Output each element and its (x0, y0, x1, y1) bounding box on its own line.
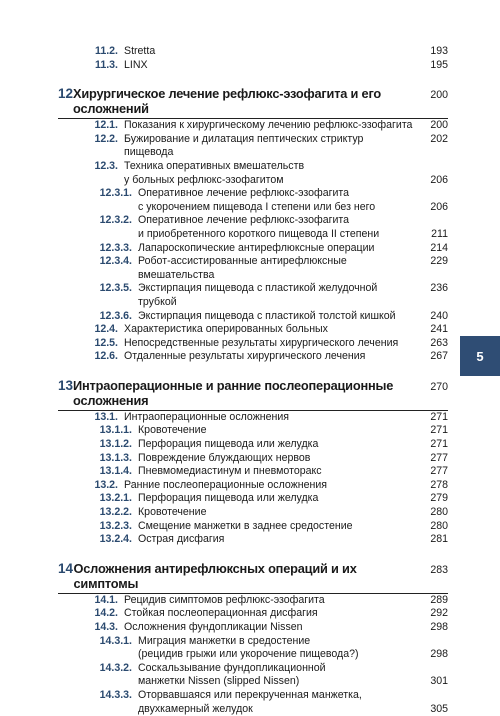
toc-page-number: 277 (430, 451, 448, 464)
toc-entry-title (124, 323, 414, 337)
toc-subsection-entry[interactable] (58, 492, 448, 506)
toc-entry-title-line: Экстирпация пищевода с пластикой толстой кишкой (138, 309, 396, 322)
toc-section-entry[interactable] (58, 479, 448, 493)
toc-entry-title (138, 187, 414, 214)
toc-entry-title (124, 350, 414, 364)
toc-entry-number: 14.3.3. (99, 688, 132, 701)
toc-page-number: 214 (430, 241, 448, 254)
toc-section-entry[interactable] (58, 350, 448, 364)
toc-section-entry[interactable] (58, 621, 448, 635)
toc-entry-title (124, 621, 414, 635)
toc-entry-title-line: манжетки Nissen (slipped Nissen) (138, 675, 300, 688)
toc-entry-number: 13.1.2. (99, 438, 132, 451)
toc-entry-number: 12.3.5. (99, 282, 132, 295)
toc-subsection-entry[interactable] (58, 506, 448, 520)
toc-entry-title (138, 689, 414, 716)
toc-entry-number: 13.1.3. (99, 451, 132, 464)
toc-entry-title-line: Кровотечение (138, 424, 207, 437)
toc-entry-number: 11.2. (95, 45, 118, 57)
toc-subsection-entry[interactable] (58, 214, 448, 241)
toc-entry-title (138, 214, 414, 241)
toc-page-number: 271 (430, 438, 448, 451)
toc-page-number: 236 (430, 282, 448, 295)
toc-entry-title (124, 594, 414, 608)
toc-entry-title-line: Перфорация пищевода или желудка (138, 438, 319, 451)
toc-subsection-entry[interactable] (58, 689, 448, 716)
toc-entry-title (138, 506, 414, 520)
toc-entry-number: 13 (58, 377, 74, 393)
toc-entry-number: 12.3.1. (99, 187, 132, 200)
toc-page-number: 202 (430, 132, 448, 145)
table-of-contents (58, 45, 448, 716)
toc-entry-title (124, 607, 414, 621)
toc-entry-title-line: Ранние послеоперационные осложнения (124, 478, 327, 491)
toc-entry-number: 14.3. (94, 621, 118, 633)
toc-entry-title (138, 424, 414, 438)
toc-page-number: 298 (430, 621, 448, 633)
toc-entry-number: 13.2. (94, 478, 118, 491)
toc-entry-title (138, 438, 414, 452)
toc-entry-title (124, 59, 414, 73)
toc-page-number: 271 (430, 424, 448, 437)
toc-entry-number: 14.2. (94, 607, 118, 620)
toc-entry-number: 14.3.1. (99, 634, 132, 647)
toc-subsection-entry[interactable] (58, 310, 448, 324)
toc-section-entry[interactable] (58, 607, 448, 621)
toc-entry-title-line: Осложнения антирефлюксных операций и их симптомы (73, 560, 357, 591)
toc-entry-title (138, 310, 414, 324)
toc-section-entry[interactable] (58, 119, 448, 133)
toc-entry-title-line: Повреждение блуждающих нервов (138, 451, 311, 464)
toc-entry-title (124, 160, 414, 187)
toc-entry-number: 14.3.2. (99, 661, 132, 674)
toc-page-number: 278 (430, 478, 448, 491)
toc-entry-number: 12.1. (94, 119, 118, 132)
toc-page-number: 195 (430, 58, 448, 71)
toc-entry-number: 12 (58, 86, 74, 102)
toc-entry-title-line: Стойкая послеоперационная дисфагия (124, 607, 318, 620)
toc-entry-number: 12.6. (94, 350, 118, 363)
toc-entry-number: 12.3.3. (99, 241, 132, 254)
toc-entry-number: 13.1. (94, 410, 118, 423)
toc-entry-number: 13.1.4. (99, 465, 132, 478)
section-gap (58, 72, 448, 86)
toc-entry-title-line: (рецидив грыжи или укорочение пищевода?) (138, 648, 359, 661)
toc-subsection-entry[interactable] (58, 242, 448, 256)
toc-entry-title-line: Показания к хирургическому лечению рефлюкс-эзофагита (124, 119, 413, 132)
toc-entry-number: 11.3. (95, 58, 118, 71)
toc-chapter-heading[interactable] (58, 86, 448, 119)
toc-page-number: 263 (430, 336, 448, 349)
toc-entry-number: 12.4. (94, 323, 118, 336)
toc-entry-title-line: Перфорация пищевода или желудка (138, 492, 319, 505)
toc-entry-title (138, 635, 414, 662)
toc-entry-title (138, 533, 414, 547)
toc-entry-title (138, 242, 414, 256)
toc-entry-title-line: Смещение манжетки в заднее средостение (138, 519, 353, 532)
toc-page-number: 240 (430, 309, 448, 322)
toc-entry-title-line: Лапароскопические антирефлюксные операции (138, 241, 375, 254)
toc-subsection-entry[interactable] (58, 424, 448, 438)
toc-page-number: 271 (430, 410, 448, 423)
toc-entry-number: 12.3.2. (99, 214, 132, 227)
toc-page-number: 283 (430, 563, 448, 576)
chapter-section-tab: 5 (460, 336, 500, 376)
toc-page-number: 241 (430, 323, 448, 336)
toc-entry-number: 13.2.2. (99, 506, 132, 519)
toc-entry-number: 12.3. (94, 159, 118, 172)
toc-entry-title (124, 119, 414, 133)
toc-section-entry[interactable] (58, 133, 448, 160)
toc-entry-number: 13.2.1. (99, 492, 132, 505)
toc-entry-title-line: Миграция манжетки в средостение (138, 634, 311, 647)
toc-page-number: 200 (430, 89, 448, 102)
toc-chapter-heading[interactable] (58, 561, 448, 594)
toc-entry-number: 13.2.4. (99, 533, 132, 546)
toc-section-entry[interactable] (58, 337, 448, 351)
toc-entry-title (73, 86, 414, 116)
toc-section-entry[interactable] (58, 45, 448, 59)
toc-entry-title-line: Техника оперативных вмешательств (124, 159, 305, 172)
toc-entry-title-line: Соскальзывание фундопликационной (138, 661, 326, 674)
toc-entry-title (124, 133, 414, 160)
toc-entry-title-line: и приобретенного короткого пищевода II степени (138, 227, 380, 240)
toc-entry-title-line: Робот-ассистированные антирефлюксные вмешательства (138, 255, 347, 281)
toc-page-number: 200 (430, 119, 448, 132)
toc-entry-title-line: Пневмомедиастинум и пневмоторакс (138, 465, 322, 478)
toc-subsection-entry[interactable] (58, 452, 448, 466)
toc-chapter-heading[interactable] (58, 378, 448, 411)
toc-page-number: 292 (430, 607, 448, 620)
toc-page-number: 270 (430, 380, 448, 393)
toc-entry-title-line: Кровотечение (138, 506, 207, 519)
toc-subsection-entry[interactable] (58, 282, 448, 309)
section-gap (58, 364, 448, 378)
toc-page-number: 229 (430, 255, 448, 268)
toc-entry-number: 12.3.6. (99, 309, 132, 322)
toc-entry-title (73, 378, 414, 408)
toc-entry-title-line: Хирургическое лечение рефлюкс-эзофагита и его осложнений (73, 86, 382, 117)
toc-section-entry[interactable] (58, 323, 448, 337)
toc-entry-title-line: с укорочением пищевода I степени или без него (138, 200, 376, 213)
toc-subsection-entry[interactable] (58, 635, 448, 662)
toc-page-number: 305 (430, 702, 448, 715)
toc-entry-title-line: двухкамерный желудок (138, 702, 253, 715)
toc-subsection-entry[interactable] (58, 465, 448, 479)
toc-page-number: 277 (430, 465, 448, 478)
toc-page-number: 280 (430, 506, 448, 519)
toc-entry-title (124, 479, 414, 493)
toc-page-number: 298 (430, 648, 448, 661)
toc-entry-number: 12.2. (94, 132, 118, 145)
toc-subsection-entry[interactable] (58, 533, 448, 547)
toc-entry-title-line: Рецидив симптомов рефлюкс-эзофагита (124, 593, 325, 606)
toc-entry-title (138, 452, 414, 466)
toc-page-number: 211 (431, 227, 448, 240)
toc-section-entry[interactable] (58, 594, 448, 608)
toc-entry-title-line: Бужирование и дилатация пептических стриктур пищевода (124, 132, 364, 159)
toc-entry-title (74, 561, 414, 591)
toc-section-entry[interactable] (58, 59, 448, 73)
toc-entry-number: 12.5. (94, 336, 118, 349)
toc-subsection-entry[interactable] (58, 520, 448, 534)
toc-subsection-entry[interactable] (58, 187, 448, 214)
toc-section-entry[interactable] (58, 160, 448, 187)
toc-entry-title-line: Непосредственные результаты хирургического лечения (124, 336, 399, 349)
toc-entry-title-line: Экстирпация пищевода с пластикой желудочной трубкой (138, 282, 378, 308)
toc-subsection-entry[interactable] (58, 255, 448, 282)
toc-entry-title (138, 255, 414, 282)
toc-entry-title-line: Оперативное лечение рефлюкс-эзофагита (138, 187, 350, 200)
toc-entry-title-line: у больных рефлюкс-эзофагитом (124, 173, 284, 186)
toc-page-number: 206 (430, 173, 448, 186)
toc-page-number: 279 (430, 492, 448, 505)
toc-entry-title-line: Интраоперационные осложнения (124, 410, 290, 423)
toc-section-entry[interactable] (58, 411, 448, 425)
toc-entry-title-line: Stretta (124, 45, 156, 57)
toc-entry-title-line: Оперативное лечение рефлюкс-эзофагита (138, 214, 350, 227)
toc-entry-title-line: Интраоперационные и ранние послеоперационные осложнения (73, 377, 394, 408)
toc-entry-title-line: Оторвавшаяся или перекрученная манжетка, (138, 688, 362, 701)
toc-entry-number: 12.3.4. (99, 255, 132, 268)
toc-subsection-entry[interactable] (58, 662, 448, 689)
toc-page-number: 289 (430, 593, 448, 606)
toc-entry-number: 13.2.3. (99, 519, 132, 532)
toc-page-number: 301 (430, 675, 448, 688)
toc-entry-title-line: LINX (124, 58, 148, 71)
toc-entry-title-line: Характеристика оперированных больных (124, 323, 328, 336)
toc-entry-title (124, 337, 414, 351)
toc-entry-title (138, 662, 414, 689)
toc-entry-number: 13.1.1. (99, 424, 132, 437)
toc-entry-title (138, 520, 414, 534)
toc-subsection-entry[interactable] (58, 438, 448, 452)
toc-page-number: 193 (430, 45, 448, 57)
toc-entry-title-line: Острая дисфагия (138, 533, 225, 546)
toc-entry-title (124, 45, 414, 59)
toc-page-number: 206 (430, 200, 448, 213)
toc-entry-title (138, 465, 414, 479)
toc-entry-number: 14.1. (94, 593, 118, 606)
toc-entry-title (124, 411, 414, 425)
toc-entry-title-line: Отдаленные результаты хирургического лечения (124, 350, 366, 363)
toc-page-number: 267 (430, 350, 448, 363)
toc-entry-title (138, 282, 414, 309)
toc-page-number: 280 (430, 519, 448, 532)
toc-entry-title-line: Осложнения фундопликации Nissen (124, 621, 303, 633)
toc-entry-title (138, 492, 414, 506)
toc-entry-number: 14 (58, 560, 74, 576)
toc-page-number: 281 (430, 533, 448, 546)
section-gap (58, 547, 448, 561)
